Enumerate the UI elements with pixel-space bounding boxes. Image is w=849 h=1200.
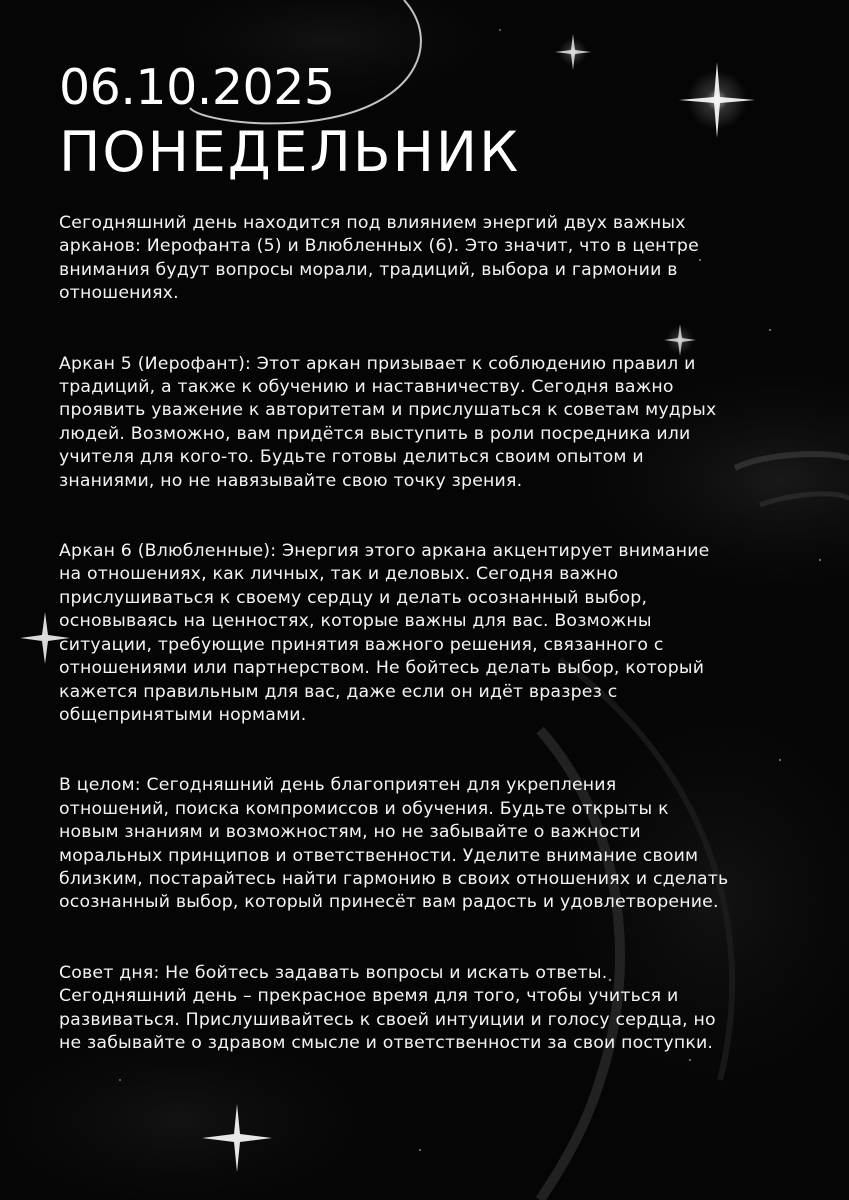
summary-paragraph: В целом: Сегодняшний день благоприятен для укрепления отношений, поиска компромиссов и обучения. Будьте открыты к новым знаниям и возможностям, но не забывайте о важности моральных принципов и ответственности. Уделите внимание своим близким, постарайтесь найти гармонию в своих отношениях и сделать осознанный выбор, который принесёт вам радость и удовлетворение. — [59, 775, 729, 913]
weekday-heading: ПОНЕДЕЛЬНИК — [59, 120, 521, 184]
intro-paragraph: Сегодняшний день находится под влиянием энергий двух важных арканов: Иерофанта (5) и Влюбленных (6). Это значит, что в центре внимания будут вопросы морали, традиций, выбора и гармонии в отношениях. — [59, 213, 699, 304]
forecast-text — [59, 212, 799, 1055]
advice-paragraph: Совет дня: Не бойтесь задавать вопросы и искать ответы. Сегодняшний день – прекрасное время для того, чтобы учиться и развиваться. Прислушивайтесь к своей интуиции и голосу сердца, но не забывайте о здравом смысле и ответственности за свои поступки. — [59, 962, 716, 1053]
main-content — [59, 58, 799, 1102]
arcana-5-paragraph: Аркан 5 (Иерофант): Этот аркан призывает к соблюдению правил и традиций, а также к обучению и наставничеству. Сегодня важно проявить уважение к авторитетам и прислушаться к советам мудрых людей. Возможно, вам придётся выступить в роли посредника или учителя для кого-то. Будьте готовы делиться своим опытом и знаниями, но не навязывайте свою точку зрения. — [59, 353, 717, 491]
date-heading: 06.10.2025 — [59, 59, 335, 116]
arcana-6-paragraph: Аркан 6 (Влюбленные): Энергия этого аркана акцентирует внимание на отношениях, как личных, так и деловых. Сегодня важно прислушиваться к своему сердцу и делать осознанный выбор, основываясь на ценностях, которые важны для вас. Возможны ситуации, требующие принятия важного решения, связанного с отношениями или партнерством. Не бойтесь делать выбор, который кажется правильным для вас, даже если он идёт вразрез с общепринятыми нормами. — [59, 541, 710, 725]
